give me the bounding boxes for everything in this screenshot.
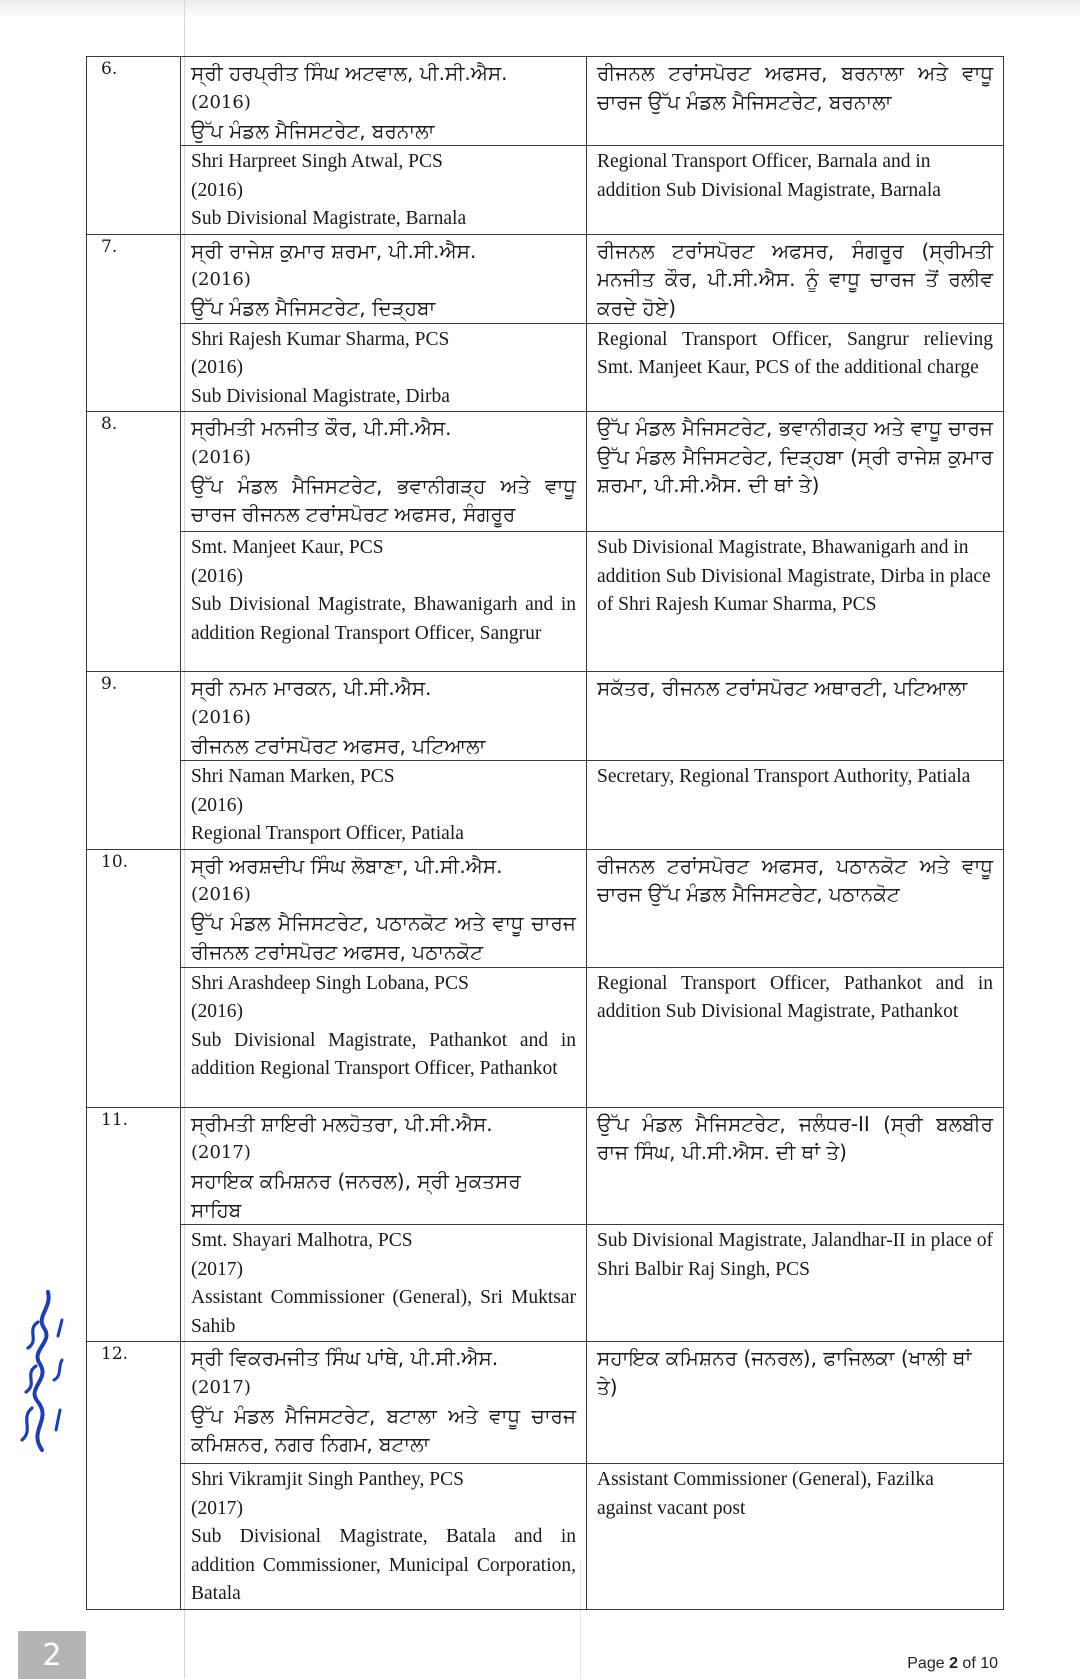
officer-details-english (181, 323, 587, 412)
officer-name: ਸ੍ਰੀ ਰਾਜੇਸ਼ ਕੁਮਾਰ ਸ਼ਰਮਾ, ਪੀ.ਸੀ.ਐਸ. (191, 238, 477, 263)
new-posting-english: Sub Divisional Magistrate, Bhawanigarh and in addition Sub Divisional Magistrate, Dirba in place of Shri Rajesh Kumar Sharma, PCS (587, 532, 1004, 672)
serial-number: 9. (87, 672, 181, 850)
officer-name: ਸ੍ਰੀ ਨਮਨ ਮਾਰਕਨ, ਪੀ.ਸੀ.ਐਸ. (191, 676, 432, 700)
officer-details-english (181, 967, 587, 1107)
officer-details-punjabi (181, 234, 587, 323)
table-row (87, 761, 1004, 850)
batch-year: (2016) (191, 357, 243, 378)
new-posting-punjabi: ਰੀਜਨਲ ਟਰਾਂਸਪੋਰਟ ਅਫਸਰ, ਬਰਨਾਲਾ ਅਤੇ ਵਾਧੂ ਚਾਰਜ ਉੱਪ ਮੰਡਲ ਮੈਜਿਸਟਰੇਟ, ਬਰਨਾਲਾ (587, 57, 1004, 146)
officer-name: Shri Vikramjit Singh Panthey, PCS (191, 1469, 464, 1490)
table-row (87, 323, 1004, 412)
table-body (87, 57, 1004, 1610)
serial-number: 12. (87, 1342, 181, 1610)
new-posting-english: Sub Divisional Magistrate, Jalandhar-II in place of Shri Balbir Raj Singh, PCS (587, 1225, 1004, 1342)
present-posting: Sub Divisional Magistrate, Pathankot and in addition Regional Transport Officer, Pathankot (191, 1029, 576, 1079)
present-posting: ਉੱਪ ਮੰਡਲ ਮੈਜਿਸਟਰੇਟ, ਦਿੜ੍ਹਬਾ (191, 296, 436, 320)
footer-current-page: 2 (949, 1655, 958, 1672)
present-posting: Sub Divisional Magistrate, Bhawanigarh and in addition Regional Transport Officer, Sangrur (191, 594, 576, 644)
table-row (87, 146, 1004, 235)
batch-year: (2016) (191, 706, 251, 728)
officer-details-english (181, 1464, 587, 1610)
page-number-badge: 2 (18, 1631, 86, 1679)
officer-details-punjabi (181, 849, 587, 967)
batch-year: (2017) (191, 1142, 251, 1163)
new-posting-punjabi: ਉੱਪ ਮੰਡਲ ਮੈਜਿਸਟਰੇਟ, ਭਵਾਨੀਗੜ੍ਹ ਅਤੇ ਵਾਧੂ ਚਾਰਜ ਉੱਪ ਮੰਡਲ ਮੈਜਿਸਟਰੇਟ, ਦਿੜ੍ਹਬਾ (ਸ੍ਰੀ ਰਾਜੇਸ਼ ਕੁਮਾਰ ਸ਼ਰਮਾ, ਪੀ.ਸੀ.ਐਸ. ਦੀ ਥਾਂ ਤੇ) (587, 412, 1004, 532)
new-posting-english: Secretary, Regional Transport Authority, Patiala (587, 761, 1004, 850)
new-posting-punjabi: ਰੀਜਨਲ ਟਰਾਂਸਪੋਰਟ ਅਫਸਰ, ਪਠਾਨਕੋਟ ਅਤੇ ਵਾਧੂ ਚਾਰਜ ਉੱਪ ਮੰਡਲ ਮੈਜਿਸਟਰੇਟ, ਪਠਾਨਕੋਟ (587, 849, 1004, 967)
batch-year: (2016) (191, 794, 243, 816)
scan-edge (0, 0, 1080, 18)
officer-details-punjabi (181, 57, 587, 146)
table-row (87, 849, 1004, 967)
footer-total-pages: 10 (980, 1655, 998, 1672)
handwritten-signature (8, 1280, 68, 1460)
footer-prefix: Page (907, 1655, 950, 1672)
present-posting: Sub Divisional Magistrate, Dirba (191, 385, 450, 407)
officer-name: Shri Rajesh Kumar Sharma, PCS (191, 328, 450, 350)
officer-name: ਸ੍ਰੀ ਵਿਕਰਮਜੀਤ ਸਿੰਘ ਪਾਂਥੇ, ਪੀ.ਸੀ.ਐਸ. (191, 1346, 499, 1370)
officer-details-english (181, 532, 587, 672)
officer-details-punjabi (181, 672, 587, 761)
serial-number: 8. (87, 412, 181, 672)
present-posting: ਉੱਪ ਮੰਡਲ ਮੈਜਿਸਟਰੇਟ, ਬਰਨਾਲਾ (191, 118, 435, 143)
present-posting: ਰੀਜਨਲ ਟਰਾਂਸਪੋਰਟ ਅਫਸਰ, ਪਟਿਆਲਾ (191, 733, 486, 758)
officer-details-english (181, 146, 587, 235)
officer-details-punjabi (181, 1342, 587, 1464)
batch-year: (2016) (191, 91, 251, 113)
officer-details-english (181, 1225, 587, 1342)
batch-year: (2017) (191, 1497, 243, 1519)
batch-year: (2016) (191, 179, 243, 201)
present-posting: ਉੱਪ ਮੰਡਲ ਮੈਜਿਸਟਰੇਟ, ਭਵਾਨੀਗੜ੍ਹ ਅਤੇ ਵਾਧੂ ਚਾਰਜ ਰੀਜਨਲ ਟਰਾਂਸਪੋਰਟ ਅਫਸਰ, ਸੰਗਰੂਰ (191, 473, 576, 526)
table-row (87, 1225, 1004, 1342)
batch-year: (2016) (191, 884, 251, 905)
serial-number: 7. (87, 234, 181, 412)
present-posting: Regional Transport Officer, Patiala (191, 823, 464, 844)
table-row (87, 234, 1004, 323)
table-row (87, 1342, 1004, 1464)
officer-details-english (181, 761, 587, 850)
new-posting-punjabi: ਉੱਪ ਮੰਡਲ ਮੈਜਿਸਟਰੇਟ, ਜਲੰਧਰ-II (ਸ੍ਰੀ ਬਲਬੀਰ ਰਾਜ ਸਿੰਘ, ਪੀ.ਸੀ.ਐਸ. ਦੀ ਥਾਂ ਤੇ) (587, 1107, 1004, 1225)
present-posting: Assistant Commissioner (General), Sri Muktsar Sahib (191, 1287, 576, 1337)
batch-year: (2016) (191, 446, 251, 468)
officer-details-punjabi (181, 1107, 587, 1225)
footer-middle: of (957, 1655, 981, 1672)
new-posting-english: Regional Transport Officer, Sangrur relieving Smt. Manjeet Kaur, PCS of the additional charge (587, 323, 1004, 412)
table-row (87, 672, 1004, 761)
officer-name: ਸ੍ਰੀ ਹਰਪ੍ਰੀਤ ਸਿੰਘ ਅਟਵਾਲ, ਪੀ.ਸੀ.ਐਸ. (191, 61, 508, 85)
batch-year: (2017) (191, 1376, 251, 1398)
present-posting: ਸਹਾਇਕ ਕਮਿਸ਼ਨਰ (ਜਨਰਲ), ਸ੍ਰੀ ਮੁਕਤਸਰ ਸਾਹਿਬ (191, 1169, 521, 1222)
officer-name: Shri Naman Marken, PCS (191, 766, 395, 787)
table-row (87, 57, 1004, 146)
serial-number: 11. (87, 1107, 181, 1342)
batch-year: (2016) (191, 1001, 243, 1022)
batch-year: (2016) (191, 565, 243, 587)
new-posting-punjabi: ਰੀਜਨਲ ਟਰਾਂਸਪੋਰਟ ਅਫਸਰ, ਸੰਗਰੂਰ (ਸ੍ਰੀਮਤੀ ਮਨਜੀਤ ਕੌਰ, ਪੀ.ਸੀ.ਐਸ. ਨੂੰ ਵਾਧੂ ਚਾਰਜ ਤੋਂ ਰਲੀਵ ਕਰਦੇ ਹੋਏ) (587, 234, 1004, 323)
officer-name: Smt. Shayari Malhotra, PCS (191, 1230, 413, 1251)
table-row (87, 532, 1004, 672)
batch-year: (2017) (191, 1258, 243, 1280)
officer-name: Shri Harpreet Singh Atwal, PCS (191, 151, 443, 172)
officer-name: ਸ੍ਰੀਮਤੀ ਮਨਜੀਤ ਕੌਰ, ਪੀ.ਸੀ.ਐਸ. (191, 416, 452, 440)
officer-name: Shri Arashdeep Singh Lobana, PCS (191, 972, 469, 994)
batch-year: (2016) (191, 269, 251, 290)
table-row (87, 1107, 1004, 1225)
table-row (87, 1464, 1004, 1610)
new-posting-english: Assistant Commissioner (General), Fazilka against vacant post (587, 1464, 1004, 1610)
table-row (87, 412, 1004, 532)
new-posting-punjabi: ਸਕੱਤਰ, ਰੀਜਨਲ ਟਰਾਂਸਪੋਰਟ ਅਥਾਰਟੀ, ਪਟਿਆਲਾ (587, 672, 1004, 761)
officer-details-punjabi (181, 412, 587, 532)
present-posting: ਉੱਪ ਮੰਡਲ ਮੈਜਿਸਟਰੇਟ, ਬਟਾਲਾ ਅਤੇ ਵਾਧੂ ਚਾਰਜ ਕਮਿਸ਼ਨਰ, ਨਗਰ ਨਿਗਮ, ਬਟਾਲਾ (191, 1403, 576, 1456)
present-posting: Sub Divisional Magistrate, Batala and in addition Commissioner, Municipal Corporation, Batala (191, 1526, 576, 1604)
officer-name: ਸ੍ਰੀਮਤੀ ਸ਼ਾਇਰੀ ਮਲਹੋਤਰਾ, ਪੀ.ਸੀ.ਐਸ. (191, 1111, 493, 1136)
new-posting-english: Regional Transport Officer, Pathankot and in addition Sub Divisional Magistrate, Pathankot (587, 967, 1004, 1107)
new-posting-english: Regional Transport Officer, Barnala and in addition Sub Divisional Magistrate, Barnala (587, 146, 1004, 235)
table-row (87, 967, 1004, 1107)
page-footer (907, 1655, 998, 1673)
present-posting: Sub Divisional Magistrate, Barnala (191, 208, 467, 229)
officer-name: ਸ੍ਰੀ ਅਰਸ਼ਦੀਪ ਸਿੰਘ ਲੋਬਾਣਾ, ਪੀ.ਸੀ.ਐਸ. (191, 853, 503, 878)
present-posting: ਉੱਪ ਮੰਡਲ ਮੈਜਿਸਟਰੇਟ, ਪਠਾਨਕੋਟ ਅਤੇ ਵਾਧੂ ਚਾਰਜ ਰੀਜਨਲ ਟਰਾਂਸਪੋਰਟ ਅਫਸਰ, ਪਠਾਨਕੋਟ (191, 911, 576, 964)
new-posting-punjabi: ਸਹਾਇਕ ਕਮਿਸ਼ਨਰ (ਜਨਰਲ), ਫਾਜਿਲਕਾ (ਖਾਲੀ ਥਾਂ ਤੇ) (587, 1342, 1004, 1464)
serial-number: 10. (87, 849, 181, 1107)
transfer-orders-table (86, 56, 1004, 1610)
officer-name: Smt. Manjeet Kaur, PCS (191, 537, 384, 558)
serial-number: 6. (87, 57, 181, 235)
